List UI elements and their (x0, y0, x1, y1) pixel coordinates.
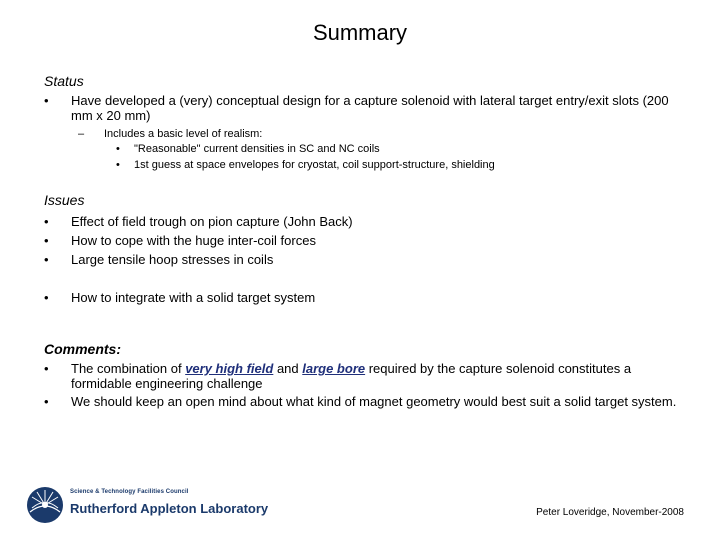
issues-item: • How to integrate with a solid target system (44, 290, 316, 305)
bullet-glyph: • (44, 394, 49, 409)
comments-heading: Comments: (44, 341, 122, 357)
ral-logo-icon (26, 486, 64, 524)
bullet-glyph: • (44, 214, 49, 229)
slide-title: Summary (312, 20, 408, 45)
logo-text-lab: Rutherford Appleton Laboratory (70, 501, 269, 516)
bullet-glyph: • (44, 93, 49, 108)
logo-text-council: Science & Technology Facilities Council (70, 489, 189, 495)
comment-item: • The combination of very high field and large bore required by the capture solenoid constitutes a formidable engineering challenge (44, 361, 632, 391)
footer-author-date: Peter Loveridge, November-2008 (536, 507, 684, 518)
bullet-glyph: • (44, 361, 49, 376)
bullet-glyph: • (116, 159, 120, 171)
ral-logo (26, 484, 269, 526)
emphasis-very-high-field: very high field (185, 361, 274, 376)
status-subsub-item: • "Reasonable" current densities in SC and NC coils (116, 143, 380, 155)
comment-item: • We should keep an open mind about what kind of magnet geometry would best suit a solid target system. (44, 394, 677, 409)
dash-glyph: – (78, 128, 85, 140)
comments-section (44, 341, 684, 409)
bullet-glyph: • (44, 290, 49, 305)
status-section (44, 73, 684, 173)
emphasis-large-bore: large bore (302, 361, 366, 376)
issues-item: • Effect of field trough on pion capture (John Back) (44, 214, 353, 229)
status-bullet: • Have developed a (very) conceptual design for a capture solenoid with lateral target entry/exit slots (200 mm x 20 mm) (44, 93, 669, 123)
issues-item: • Large tensile hoop stresses in coils (44, 252, 274, 267)
issues-heading: Issues (44, 192, 85, 208)
issues-section (44, 192, 684, 307)
status-heading: Status (44, 73, 84, 89)
status-sub-item: – Includes a basic level of realism: (78, 128, 263, 140)
issues-item: • How to cope with the huge inter-coil forces (44, 233, 316, 248)
bullet-glyph: • (44, 252, 49, 267)
bullet-glyph: • (116, 143, 120, 155)
bullet-glyph: • (44, 233, 49, 248)
status-subsub-item: • 1st guess at space envelopes for cryostat, coil support-structure, shielding (116, 159, 495, 171)
